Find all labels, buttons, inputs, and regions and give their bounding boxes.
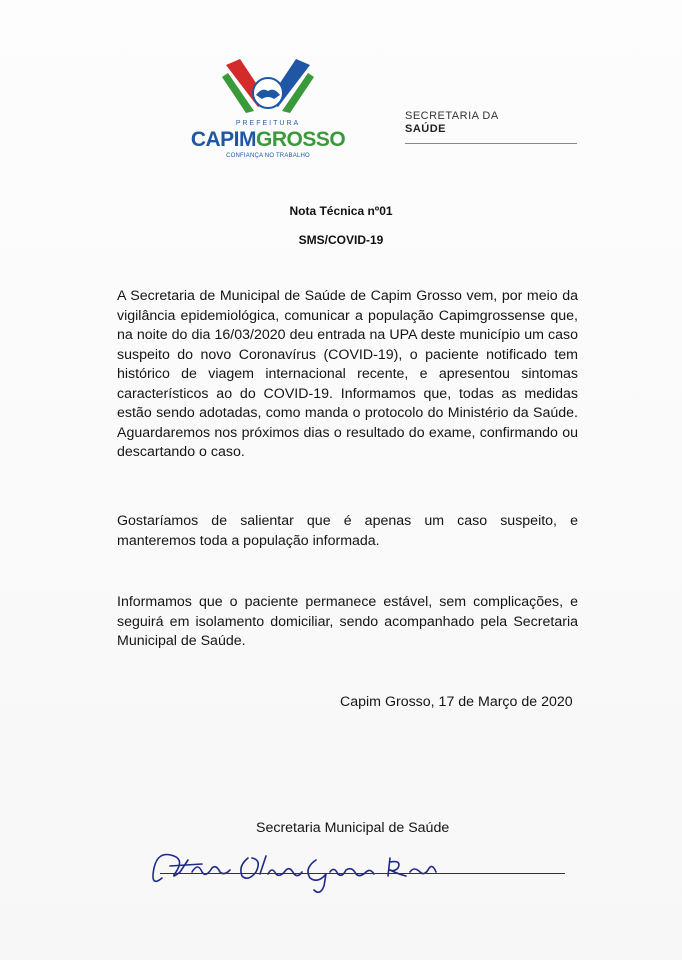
department-header: [405, 110, 577, 144]
signature-label: Secretaria Municipal de Saúde: [256, 820, 450, 836]
note-subject: SMS/COVID-19: [298, 233, 384, 247]
logo-name-grosso: GROSSO: [255, 128, 346, 151]
logo-prefeitura-text: PREFEITURA: [235, 120, 301, 127]
body-paragraph-2: Gostaríamos de salientar que é apenas um caso suspeito, e manteremos toda a população informada.: [117, 513, 578, 549]
logo-city-name: [188, 128, 348, 152]
logo-slogan: CONFIANÇA NO TRABALHO: [226, 153, 310, 159]
department-rule: [405, 143, 577, 144]
department-line2: SAÚDE: [405, 123, 447, 135]
signature-line: [160, 873, 565, 874]
dateline: Capim Grosso, 17 de Março de 2020: [340, 694, 573, 710]
logo-name-capim: CAPIM: [190, 128, 256, 151]
handshake-emblem-icon: [218, 55, 318, 119]
department-line1: SECRETARIA DA: [405, 110, 499, 122]
body-paragraph-1: A Secretaria de Municipal de Saúde de Capim Grosso vem, por meio da vigilância epidemiológica, comunicar a população Capimgrossense que, na noite do dia 16/03/2020 deu entrada na UPA deste município um caso suspeito do novo Coronavírus (COVID-19), o paciente notificado tem histórico de viagem internacional recente, e apresentou sintomas característicos ao do COVID-19. Informamos que, todas as medidas estão sendo adotadas, como manda o protocolo do Ministério da Saúde. Aguardaremos nos próximos dias o resultado do exame, confirmando ou descartando o caso.: [117, 288, 578, 460]
handwritten-signature: [140, 838, 500, 898]
body-paragraph-3: Informamos que o paciente permanece estável, sem complicações, e seguirá em isolamento domiciliar, sendo acompanhado pela Secretaria Municipal de Saúde.: [117, 594, 578, 649]
prefeitura-logo: [188, 55, 348, 173]
note-title: Nota Técnica nº01: [289, 204, 393, 218]
